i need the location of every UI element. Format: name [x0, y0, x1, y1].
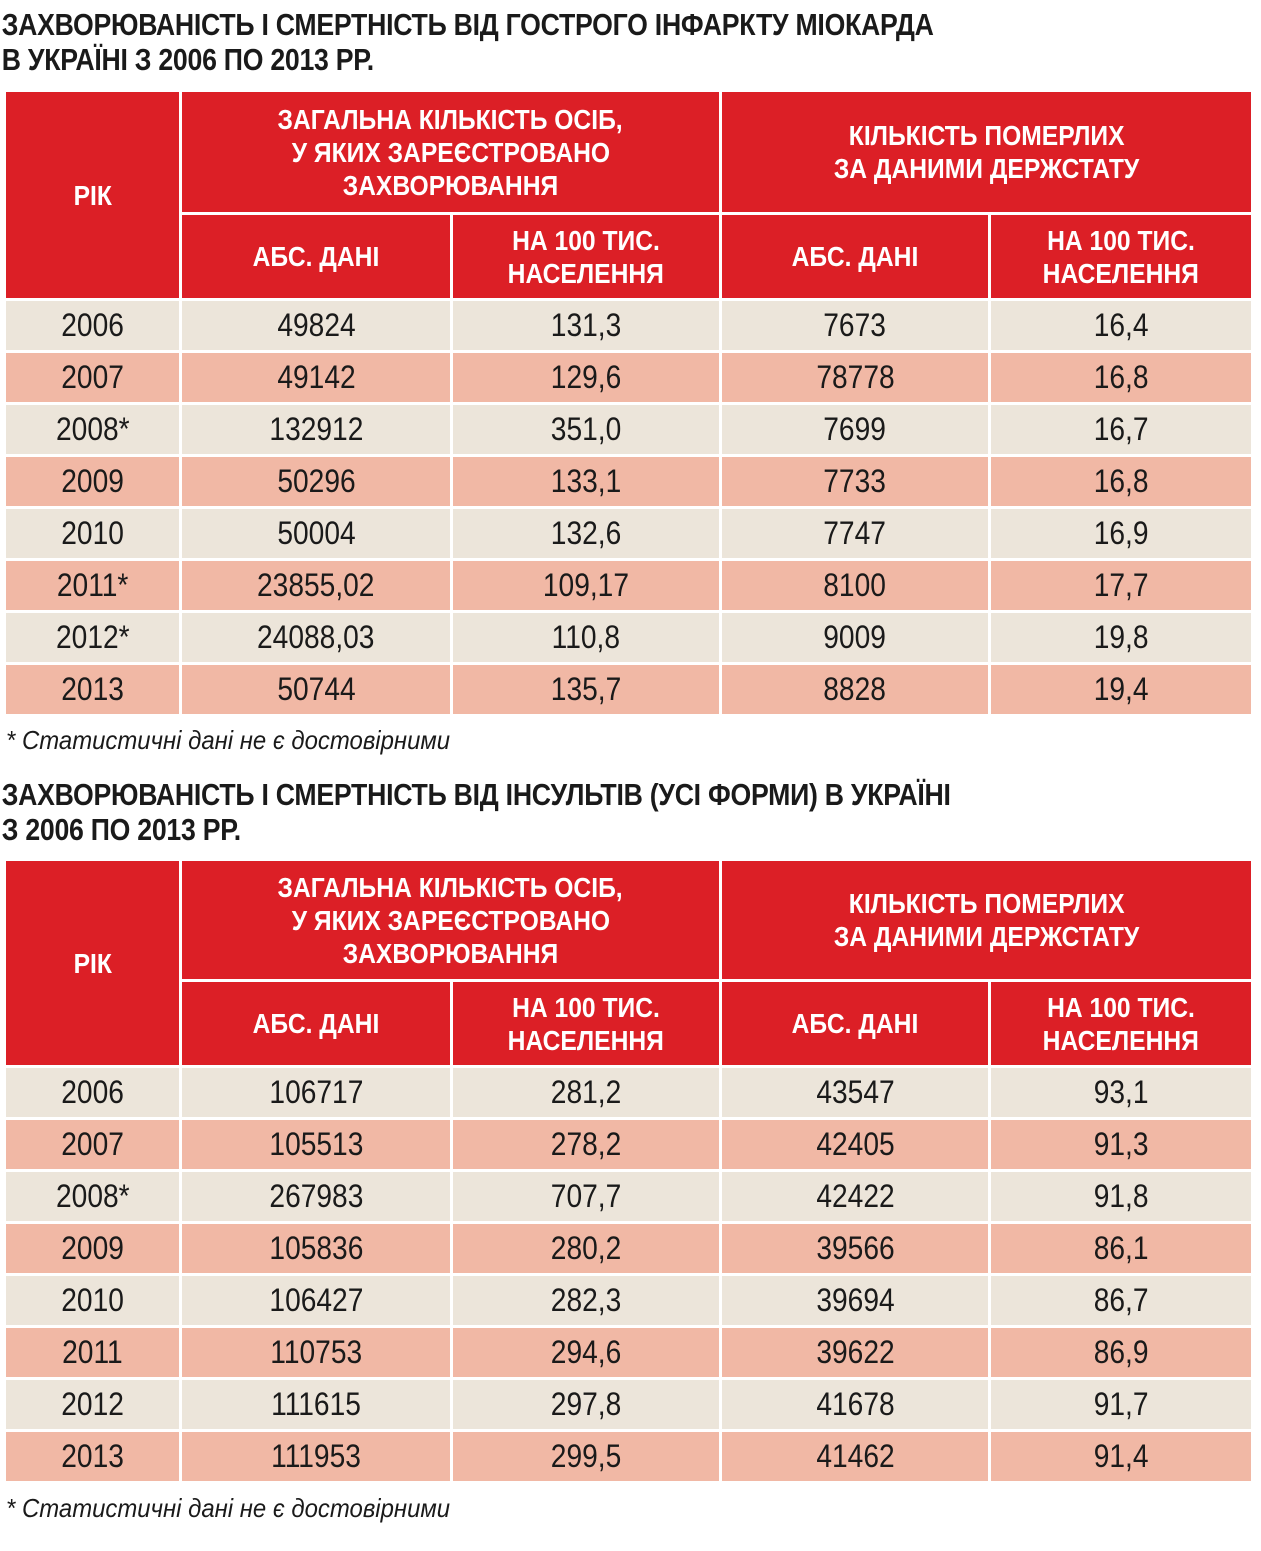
cell-deaths-abs: 39694	[722, 1276, 988, 1325]
table-row	[6, 405, 1251, 454]
cell-registered-per100k: 109,17	[453, 561, 719, 610]
table-row	[6, 1172, 1251, 1221]
title-line-1: ЗАХВОРЮВАНІСТЬ І СМЕРТНІСТЬ ВІД ГОСТРОГО ІНФАРКТУ МІОКАРДА	[1, 7, 934, 42]
cell-deaths-per100k: 91,4	[991, 1432, 1251, 1481]
table-row	[6, 1432, 1251, 1481]
cell-deaths-per100k: 93,1	[991, 1068, 1251, 1117]
cell-registered-per100k: 707,7	[453, 1172, 719, 1221]
header-deaths-per100k: НА 100 ТИС. НАСЕЛЕННЯ	[991, 215, 1251, 298]
cell-deaths-abs: 43547	[722, 1068, 988, 1117]
cell-deaths-abs: 7699	[722, 405, 988, 454]
header-group-registered: ЗАГАЛЬНА КІЛЬКІСТЬ ОСІБ, У ЯКИХ ЗАРЕЄСТРОВАНО ЗАХВОРЮВАННЯ	[182, 861, 719, 979]
stroke-table-body	[6, 1068, 1251, 1481]
cell-deaths-per100k: 86,1	[991, 1224, 1251, 1273]
table-row	[6, 1276, 1251, 1325]
header-registered-abs: АБС. ДАНІ	[182, 982, 450, 1065]
cell-deaths-abs: 39566	[722, 1224, 988, 1273]
cell-deaths-per100k: 16,7	[991, 405, 1251, 454]
cell-deaths-per100k: 17,7	[991, 561, 1251, 610]
cell-deaths-per100k: 16,4	[991, 301, 1251, 350]
table-row	[6, 457, 1251, 506]
cell-registered-abs: 24088,03	[182, 613, 450, 662]
cell-deaths-per100k: 19,4	[991, 665, 1251, 714]
header-group-deaths: КІЛЬКІСТЬ ПОМЕРЛИХ ЗА ДАНИМИ ДЕРЖСТАТУ	[722, 861, 1251, 979]
cell-year: 2011*	[6, 561, 179, 610]
cell-deaths-abs: 78778	[722, 353, 988, 402]
cell-deaths-per100k: 91,3	[991, 1120, 1251, 1169]
cell-registered-abs: 49824	[182, 301, 450, 350]
header-year: РІК	[6, 92, 179, 298]
cell-deaths-abs: 42422	[722, 1172, 988, 1221]
infarction-table	[3, 89, 1254, 717]
table-row	[6, 613, 1251, 662]
cell-deaths-abs: 39622	[722, 1328, 988, 1377]
cell-registered-per100k: 280,2	[453, 1224, 719, 1273]
cell-registered-abs: 105513	[182, 1120, 450, 1169]
cell-deaths-per100k: 91,8	[991, 1172, 1251, 1221]
cell-registered-per100k: 133,1	[453, 457, 719, 506]
cell-year: 2008*	[6, 405, 179, 454]
cell-registered-abs: 49142	[182, 353, 450, 402]
stroke-table	[3, 858, 1254, 1484]
cell-year: 2012*	[6, 613, 179, 662]
cell-deaths-per100k: 86,9	[991, 1328, 1251, 1377]
cell-registered-abs: 23855,02	[182, 561, 450, 610]
cell-registered-abs: 50004	[182, 509, 450, 558]
cell-year: 2008*	[6, 1172, 179, 1221]
header-year: РІК	[6, 861, 179, 1065]
cell-deaths-per100k: 16,9	[991, 509, 1251, 558]
cell-registered-abs: 132912	[182, 405, 450, 454]
cell-year: 2006	[6, 1068, 179, 1117]
title-line-1: ЗАХВОРЮВАНІСТЬ І СМЕРТНІСТЬ ВІД ІНСУЛЬТІВ (УСІ ФОРМИ) В УКРАЇНІ	[1, 777, 951, 812]
header-registered-per100k: НА 100 ТИС. НАСЕЛЕННЯ	[453, 982, 719, 1065]
cell-registered-per100k: 351,0	[453, 405, 719, 454]
cell-deaths-abs: 41462	[722, 1432, 988, 1481]
table-row	[6, 1224, 1251, 1273]
cell-year: 2010	[6, 509, 179, 558]
cell-deaths-per100k: 91,7	[991, 1380, 1251, 1429]
cell-registered-abs: 50744	[182, 665, 450, 714]
cell-deaths-abs: 8828	[722, 665, 988, 714]
cell-year: 2009	[6, 457, 179, 506]
table-row	[6, 665, 1251, 714]
stroke-footnote: * Статистичні дані не є достовірними	[6, 1493, 451, 1523]
cell-deaths-per100k: 86,7	[991, 1276, 1251, 1325]
header-group-registered: ЗАГАЛЬНА КІЛЬКІСТЬ ОСІБ, У ЯКИХ ЗАРЕЄСТРОВАНО ЗАХВОРЮВАННЯ	[182, 92, 719, 212]
cell-registered-abs: 106717	[182, 1068, 450, 1117]
header-deaths-abs: АБС. ДАНІ	[722, 215, 988, 298]
cell-registered-per100k: 281,2	[453, 1068, 719, 1117]
table-row	[6, 1328, 1251, 1377]
table-row	[6, 1068, 1251, 1117]
cell-registered-abs: 111615	[182, 1380, 450, 1429]
cell-deaths-per100k: 19,8	[991, 613, 1251, 662]
infarction-footnote: * Статистичні дані не є достовірними	[6, 725, 451, 755]
cell-year: 2007	[6, 353, 179, 402]
cell-deaths-abs: 42405	[722, 1120, 988, 1169]
table-row	[6, 1120, 1251, 1169]
cell-year: 2007	[6, 1120, 179, 1169]
cell-registered-per100k: 135,7	[453, 665, 719, 714]
cell-registered-abs: 106427	[182, 1276, 450, 1325]
cell-deaths-abs: 7747	[722, 509, 988, 558]
title-line-2: З 2006 ПО 2013 РР.	[1, 812, 241, 847]
cell-deaths-abs: 7733	[722, 457, 988, 506]
cell-deaths-abs: 8100	[722, 561, 988, 610]
header-deaths-abs: АБС. ДАНІ	[722, 982, 988, 1065]
cell-registered-per100k: 132,6	[453, 509, 719, 558]
table-row	[6, 301, 1251, 350]
cell-deaths-abs: 9009	[722, 613, 988, 662]
cell-registered-per100k: 299,5	[453, 1432, 719, 1481]
cell-registered-abs: 105836	[182, 1224, 450, 1273]
cell-year: 2013	[6, 1432, 179, 1481]
cell-deaths-per100k: 16,8	[991, 353, 1251, 402]
table-row	[6, 353, 1251, 402]
cell-registered-abs: 111953	[182, 1432, 450, 1481]
header-registered-abs: АБС. ДАНІ	[182, 215, 450, 298]
cell-registered-abs: 267983	[182, 1172, 450, 1221]
cell-year: 2012	[6, 1380, 179, 1429]
cell-registered-per100k: 110,8	[453, 613, 719, 662]
cell-registered-per100k: 131,3	[453, 301, 719, 350]
infarction-table-title	[0, 7, 1257, 77]
cell-year: 2006	[6, 301, 179, 350]
table-row	[6, 561, 1251, 610]
cell-registered-abs: 110753	[182, 1328, 450, 1377]
cell-deaths-abs: 41678	[722, 1380, 988, 1429]
cell-deaths-abs: 7673	[722, 301, 988, 350]
cell-deaths-per100k: 16,8	[991, 457, 1251, 506]
table-row	[6, 509, 1251, 558]
cell-registered-per100k: 297,8	[453, 1380, 719, 1429]
infarction-table-body	[6, 301, 1251, 714]
cell-registered-per100k: 129,6	[453, 353, 719, 402]
cell-registered-per100k: 282,3	[453, 1276, 719, 1325]
cell-registered-abs: 50296	[182, 457, 450, 506]
header-deaths-per100k: НА 100 ТИС. НАСЕЛЕННЯ	[991, 982, 1251, 1065]
cell-registered-per100k: 278,2	[453, 1120, 719, 1169]
cell-year: 2010	[6, 1276, 179, 1325]
title-line-2: В УКРАЇНІ З 2006 ПО 2013 РР.	[1, 42, 374, 77]
cell-year: 2009	[6, 1224, 179, 1273]
cell-year: 2013	[6, 665, 179, 714]
header-group-deaths: КІЛЬКІСТЬ ПОМЕРЛИХ ЗА ДАНИМИ ДЕРЖСТАТУ	[722, 92, 1251, 212]
stroke-table-title	[0, 777, 1257, 847]
cell-year: 2011	[6, 1328, 179, 1377]
header-registered-per100k: НА 100 ТИС. НАСЕЛЕННЯ	[453, 215, 719, 298]
cell-registered-per100k: 294,6	[453, 1328, 719, 1377]
table-row	[6, 1380, 1251, 1429]
